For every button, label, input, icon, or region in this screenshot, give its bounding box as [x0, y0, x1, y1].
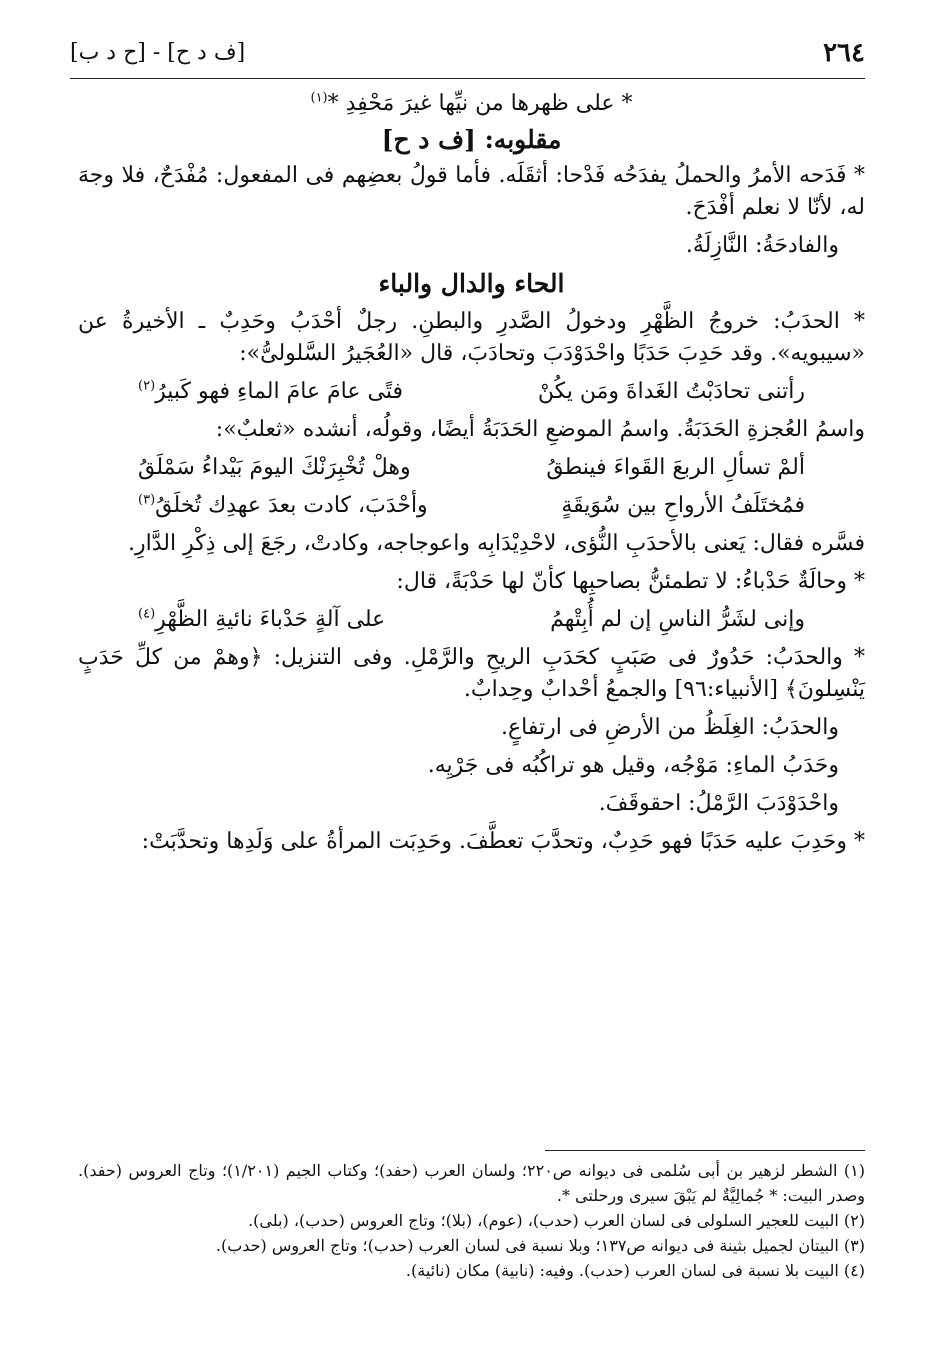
verse-hemistich-left: وهلْ تُخْبِرَنْكَ اليومَ بَيْداءُ سَمْلَقُ [138, 455, 411, 480]
paragraph: واسمُ العُجزةِ الحَدَبَةُ. واسمُ الموضعِ الحَدَبَةُ أيضًا، وقولُه، أنشده «ثعلبٌ»: [215, 417, 865, 442]
section-heading: الحاء والدال والباء [378, 269, 565, 298]
main-text [78, 88, 865, 864]
footnote: (٤) البيت بلا نسبة فى لسان العرب (حدب). وفيه: (نابية) مكان (نائية). [405, 1261, 865, 1280]
verse-text: * على ظهرها من نيِّها غيرَ مَحْفِدِ * [327, 91, 633, 116]
running-head: [ف د ح] - [ح د ب] [70, 40, 246, 65]
verse-couplet [78, 490, 865, 522]
footnote-ref: (٤) [138, 606, 156, 622]
footnote: (٣) البيتان لجميل بثينة فى ديوانه ص١٣٧؛ وبلا نسبة فى لسان العرب (حدب)؛ وتاج العروس (حدب). [215, 1236, 865, 1255]
paragraph: * والحدَبُ: حَدُورٌ فى صَبَبٍ كحَدَبِ الريحِ والرَّمْلِ. وفى التنزيل: ﴿وهمْ من كلِّ حَدَبٍ يَنْسِلونَ﴾ [الأنبياء:٩٦] والجمعُ أحْدابٌ وحِدابٌ. [78, 645, 865, 702]
paragraph: * الحدَبُ: خروجُ الظَّهْرِ ودخولُ الصَّدرِ والبطنِ. رجلٌ أحْدَبُ وحَدِبٌ ـ الأخيرةُ عن «سيبويه». وقد حَدِبَ حَدَبًا واحْدَوْدَبَ وتحادَبَ، قال «العُجَيرُ السَّلولىُّ»: [78, 309, 865, 366]
paragraph: والحدَبُ: الغِلَظُ من الأرضِ فى ارتفاعٍ. [501, 715, 839, 740]
page-header [70, 38, 865, 79]
verse-line [78, 88, 865, 120]
footnote-ref: (٢) [138, 378, 156, 394]
footnote-ref: (١) [310, 90, 328, 106]
subheading: مقلوبه: [ف د ح] [381, 125, 562, 154]
verse-hemistich-right: ألمْ تسألِ الربعَ القَواءَ فينطقُ [546, 455, 805, 480]
paragraph: وحَدَبُ الماءِ: مَوْجُه، وقيل هو تراكُبُه فى جَرْيِه. [427, 753, 839, 778]
verse-hemistich-right: رأتنى تحادَبْتُ الغَداةَ ومَن يكُنْ [537, 379, 805, 404]
verse-hemistich-left: على آلةٍ حَدْباءَ نائيةِ الظَّهْرِ [155, 607, 386, 632]
paragraph: * وحالَةٌ حَدْباءُ: لا تطمئنُّ بصاحبِها كأنّ لها حَدْبَةً، قال: [396, 569, 865, 594]
footnote-divider [545, 1150, 865, 1151]
page-number: ٢٦٤ [823, 38, 865, 68]
paragraph: * فَدَحه الأمرُ والحملُ يفدَحُه فَدْحا: أثقَلَه. فأما قولُ بعضِهم فى المفعول: مُفْدَحٌ، فلا وجهَ له، لأنّا لا نعلم أفْدَحَ. [78, 163, 865, 220]
footnote: (١) الشطر لزهير بن أبى سُلمى فى ديوانه ص٢٢٠؛ ولسان العرب (حفد)؛ وكتاب الجيم (١/٢٠١)؛ وتاج العروس (حفد). وصدر البيت: * جُمالِيَّةٌ لم يَبْقَ سيرى ورحلتى *. [78, 1161, 866, 1205]
footnote: (٢) البيت للعجير السلولى فى لسان العرب (حدب)، (عوم)، (بلا)؛ وتاج العروس (حدب)، (بلى). [248, 1211, 865, 1230]
verse-hemistich-right: فمُختَلَفُ الأرواحِ بين سُوَيقَةٍ [561, 493, 805, 518]
verse-hemistich-left: وأحْدَبَ، كادت بعدَ عهدِك تُخلَقُ [155, 493, 428, 518]
paragraph: واحْدَوْدَبَ الرَّمْلُ: احقوقَفَ. [598, 791, 839, 816]
verse-couplet [78, 604, 865, 636]
verse-hemistich-left: فتًى عامَ عامَ الماءِ فهو كَبيرُ [155, 379, 403, 404]
verse-couplet [78, 376, 865, 408]
paragraph: * وحَدِبَ عليه حَدَبًا فهو حَدِبٌ، وتحدَّبَ تعطَّفَ. وحَدِبَت المرأةُ على وَلَدِها وتحدَّبَتْ: [141, 829, 865, 854]
paragraph: فسَّره فقال: يَعنى بالأحدَبِ النُّؤى، لاحْدِيْدَابِه واعوجاجه، وكادتْ، رجَعَ إلى ذِكْرِ الدَّارِ. [128, 531, 865, 556]
verse-couplet [78, 452, 865, 484]
footnote-ref: (٣) [138, 492, 156, 508]
verse-hemistich-right: وإنى لشَرُّ الناسِ إن لم أُبِتْهمُ [550, 607, 805, 632]
footnotes [78, 1158, 865, 1283]
paragraph: والفادحَةُ: النَّازِلَةُ. [685, 233, 839, 258]
